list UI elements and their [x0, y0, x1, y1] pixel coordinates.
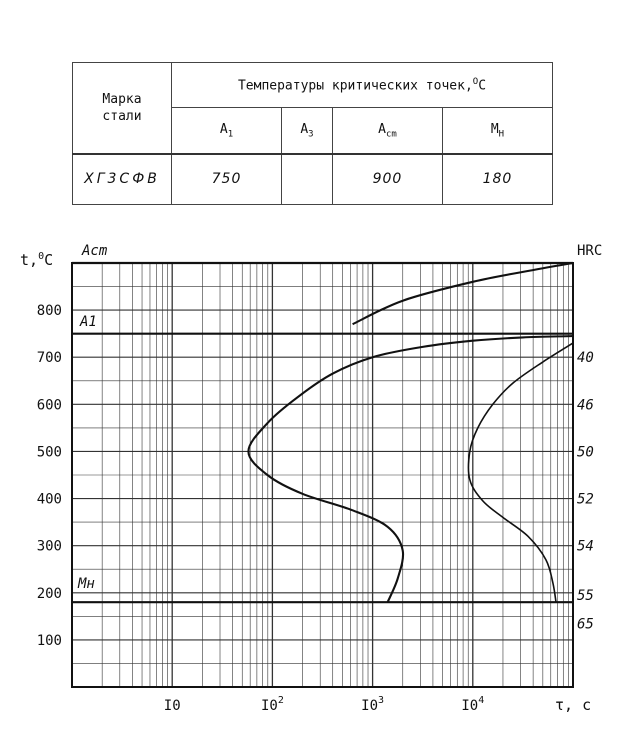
x-tick-exponent: 4 — [478, 695, 485, 706]
col-acm-sub: cm — [385, 129, 397, 140]
temp-unit: C — [478, 78, 487, 94]
hrc-label: 65 — [577, 616, 594, 633]
x-tick-label — [361, 695, 384, 714]
degree-sign: O — [472, 76, 479, 87]
cell-a3 — [281, 154, 332, 205]
y-tick-label: 400 — [36, 491, 62, 508]
y-tick-label: 800 — [36, 303, 62, 320]
y-axis-label-degree: 0 — [38, 251, 45, 262]
col-mh — [442, 108, 552, 154]
col-a1-sub: 1 — [227, 129, 234, 140]
critical-points-table — [72, 62, 553, 205]
col-a3 — [281, 108, 332, 154]
cell-steel-grade: ХГ3СФВ — [73, 154, 172, 205]
x-tick-label — [461, 695, 484, 714]
x-tick-exponent: 2 — [277, 695, 284, 706]
y-tick-label: 300 — [36, 538, 62, 555]
hrc-label: 52 — [577, 491, 594, 508]
critical-lines — [72, 263, 573, 602]
y-tick-label: 100 — [36, 632, 62, 649]
cell-mh: 180 — [442, 154, 552, 205]
col-a1-base: A — [219, 121, 228, 137]
x-tick-exponent: 3 — [378, 695, 385, 706]
steel-grade-header-text: Марка стали — [102, 91, 142, 124]
mn-line-label: Mн — [78, 576, 95, 592]
x-tick-base: I0 — [361, 698, 379, 714]
col-mh-base: M — [490, 121, 499, 137]
a1-line-label: A1 — [80, 314, 97, 330]
ttt-diagram — [0, 225, 624, 745]
x-tick-labels — [164, 695, 484, 714]
y-tick-labels — [37, 303, 62, 649]
critical-temps-header-text: Температуры критических точек, — [237, 78, 473, 94]
col-mh-sub: H — [498, 129, 505, 140]
col-a3-base: A — [300, 121, 309, 137]
cell-acm: 900 — [332, 154, 442, 205]
curves — [248, 263, 573, 602]
acm-line-label: Acm — [82, 243, 108, 259]
hrc-labels — [577, 350, 594, 632]
col-a1 — [172, 108, 282, 154]
col-acm — [332, 108, 442, 154]
x-axis-label: τ, c — [555, 696, 592, 714]
x-tick-base: I0 — [163, 698, 181, 714]
hrc-label: 54 — [577, 538, 594, 555]
x-tick-base: I0 — [461, 698, 479, 714]
steel-grade-header — [73, 63, 172, 154]
col-acm-base: A — [378, 121, 386, 137]
cell-a1: 750 — [172, 154, 282, 205]
x-tick-label — [261, 695, 284, 714]
x-tick-base: I0 — [260, 698, 278, 714]
y-tick-label: 200 — [36, 585, 62, 602]
y-tick-label: 500 — [36, 444, 62, 461]
x-tick-label — [164, 698, 181, 714]
hrc-label: 55 — [577, 588, 594, 605]
critical-temps-header — [172, 63, 553, 108]
hrc-label: 46 — [577, 397, 594, 414]
hrc-axis-label: HRC — [577, 243, 603, 259]
y-axis-label-base: t, — [20, 251, 39, 269]
hrc-label: 50 — [577, 444, 594, 461]
start-curve — [248, 336, 573, 602]
hrc-label: 40 — [577, 350, 594, 367]
col-a3-sub: 3 — [308, 129, 314, 140]
y-axis-label-unit: C — [44, 251, 54, 269]
y-axis-label — [20, 251, 53, 269]
y-tick-label: 600 — [36, 397, 62, 414]
y-tick-label: 700 — [36, 350, 62, 367]
chart-grid — [72, 263, 573, 687]
